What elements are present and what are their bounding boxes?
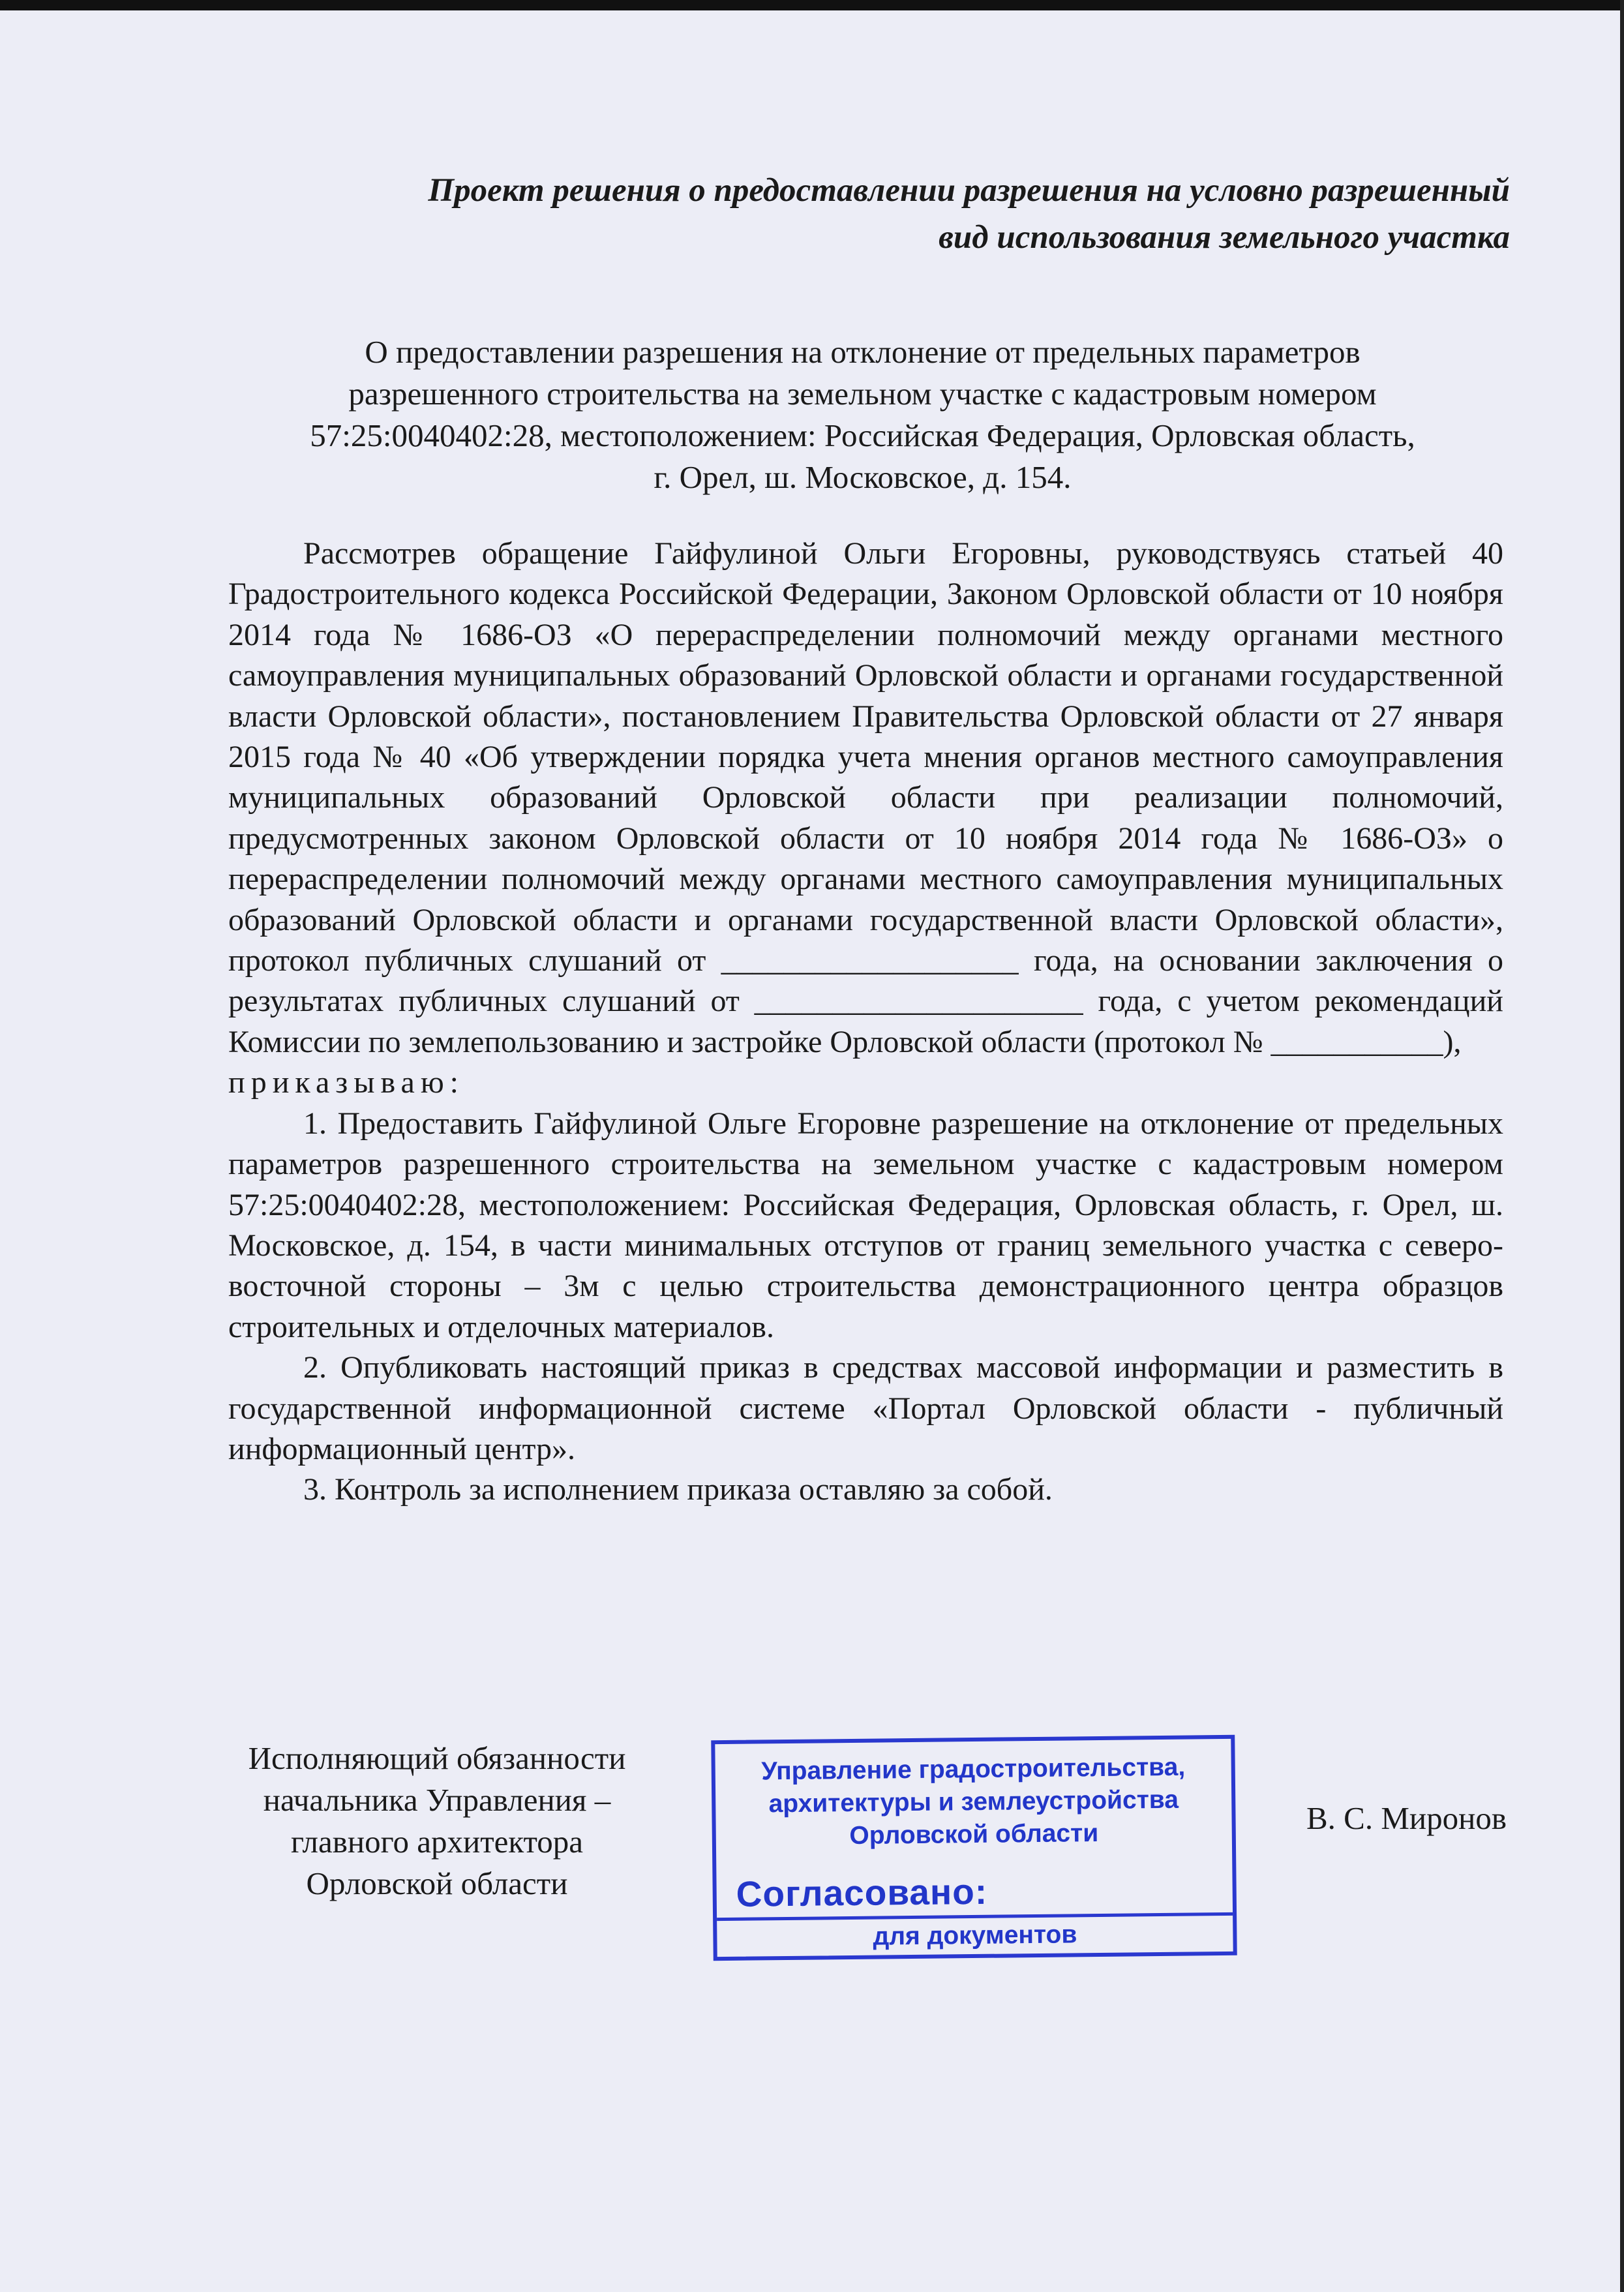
scan-top-border bbox=[0, 0, 1624, 10]
signer-line: начальника Управления – bbox=[263, 1782, 611, 1818]
stamp-organization bbox=[715, 1751, 1233, 1854]
document-title bbox=[215, 167, 1510, 261]
signer-line: Орловской области bbox=[306, 1865, 568, 1901]
preamble-paragraph: Рассмотрев обращение Гайфулиной Ольги Егоровны, руководствуясь статьей 40 Градостроительного кодекса Российской Федерации, Законом Орловской области от 10 ноября 2014 года № 1686-ОЗ «О перераспределении полномочий между органами местного самоуправления муниципальных образований Орловской области и органами государственной власти Орловской области», постановлением Правительства Орловской области от 27 января 2015 года № 40 «Об утверждении порядка учета мнения органов местного самоуправления муниципальных образований Орловской области при реализации полномочий, предусмотренных законом Орловской области от 10 ноября 2014 года № 1686-ОЗ» о перераспределении полномочий между органами местного самоуправления муниципальных образований Орловской области и органами государственной власти Орловской области», протокол публичных слушаний от ___________________ года, на основании заключения о результатах публичных слушаний от _____________________ года, с учетом рекомендаций Комиссии по землепользованию и застройке Орловской области (протокол № ___________), bbox=[228, 536, 1503, 1059]
stamp-org-line: архитектуры и землеустройства bbox=[768, 1785, 1179, 1818]
approval-stamp bbox=[711, 1735, 1237, 1961]
stamp-org-line: Управление градостроительства, bbox=[761, 1753, 1186, 1786]
document-body bbox=[228, 534, 1503, 1511]
order-item-1: 1. Предоставить Гайфулиной Ольге Егоровне разрешение на отклонение от предельных параметров разрешенного строительства на земельном участке с кадастровым номером 57:25:0040402:28, местоположением: Российская Федерация, Орловская область, г. Орел, ш. Московское, д. 154, в части минимальных отступов от границ земельного участка с северо-восточной стороны – 3м с целью строительства демонстрационного центра образцов строительных и отделочных материалов. bbox=[228, 1106, 1503, 1344]
stamp-docs-label: для документов bbox=[873, 1920, 1077, 1951]
order-item-3: 3. Контроль за исполнением приказа оставляю за собой. bbox=[303, 1472, 1053, 1507]
subject-line: 57:25:0040402:28, местоположением: Российская Федерация, Орловская область, bbox=[310, 417, 1415, 453]
signer-position bbox=[215, 1738, 659, 1905]
title-line: вид использования земельного участка bbox=[939, 219, 1510, 256]
subject-line: разрешенного строительства на земельном участке с кадастровым номером bbox=[348, 376, 1377, 412]
subject-line: г. Орел, ш. Московское, д. 154. bbox=[654, 459, 1072, 495]
subject-line: О предоставлении разрешения на отклонение от предельных параметров bbox=[365, 334, 1361, 370]
signer-line: Исполняющий обязанности bbox=[248, 1740, 626, 1776]
order-word: приказываю: bbox=[228, 1065, 465, 1100]
scan-right-border bbox=[1620, 0, 1624, 2292]
stamp-agreed-label: Согласовано: bbox=[736, 1871, 988, 1914]
signer-name: В. С. Миронов bbox=[1306, 1800, 1507, 1836]
title-line: Проект решения о предоставлении разрешения на условно разрешенный bbox=[428, 172, 1510, 209]
order-item-2: 2. Опубликовать настоящий приказ в средствах массовой информации и разместить в государственной информационной системе «Портал Орловской области - публичный информационный центр». bbox=[228, 1350, 1503, 1466]
signer-line: главного архитектора bbox=[290, 1824, 584, 1860]
document-subject bbox=[222, 331, 1503, 498]
stamp-org-line: Орловской области bbox=[849, 1819, 1099, 1850]
